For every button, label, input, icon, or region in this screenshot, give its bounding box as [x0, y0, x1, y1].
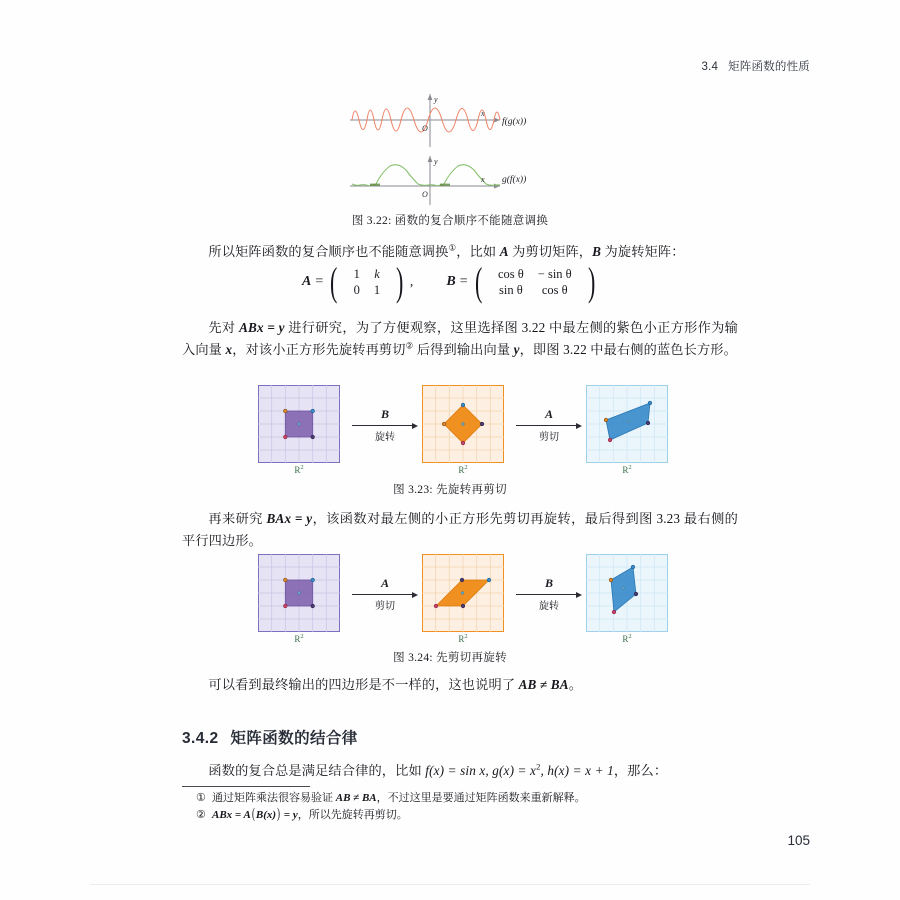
p3-math-bax: BAx = y [266, 511, 313, 526]
arrow-shear-a-label: A [544, 407, 553, 421]
arrow-rotate-b-line [352, 422, 418, 430]
matrix-a-cell-22: 1 [373, 283, 381, 298]
panel-output-rotated-parallelogram-svg [586, 554, 668, 632]
matrix-b-cell-12: − sin θ [537, 267, 572, 282]
footnote-1 [196, 790, 736, 807]
arrow-shear-a-2-line [352, 591, 418, 599]
p4-seg-2: 。 [568, 677, 583, 692]
matrix-a-name: A [302, 274, 312, 290]
matrix-comma: , [409, 274, 414, 290]
arrow-shear-a-caption: 剪切 [539, 432, 559, 443]
space-exponent: 2 [464, 633, 468, 640]
panel-sheared-parallelogram-space [422, 633, 504, 644]
svg-text:O: O [422, 190, 428, 199]
matrix-a-cell-12: k [374, 267, 380, 282]
arrow-shear-a [510, 407, 588, 447]
p3-seg-2: ，该函数对最左侧的小正方形先剪切再旋转，最后得到图 3.23 最右侧的平行四边形。 [182, 511, 739, 548]
p5-seg-2: ，那么： [613, 763, 668, 778]
section-number: 3.4.2 [182, 730, 219, 747]
panel-output-parallelogram [586, 385, 668, 475]
paragraph-1 [182, 241, 738, 263]
p2-seg-2: 进行研究，为了方便观察，这里选择图 3.22 中最左侧的紫色小正方形作为输入向量 [182, 320, 739, 357]
p3-seg-1: 再来研究 [208, 511, 267, 526]
running-head-number: 3.4 [701, 61, 719, 73]
matrix-a-group [302, 259, 406, 304]
matrix-b-equals: = [459, 274, 468, 290]
arrow-shear-a-2-label: A [380, 576, 389, 590]
space-exponent: 2 [628, 633, 632, 640]
matrix-a-cell-21: 0 [353, 283, 360, 298]
panel-input-square-svg [258, 385, 340, 463]
footnote-2-math-b: B(x) [255, 808, 277, 821]
figure-3-22 [350, 92, 565, 207]
section-title: 矩阵函数的结合律 [230, 730, 358, 747]
space-exponent: 2 [464, 464, 468, 471]
left-paren-b: ( [474, 259, 483, 304]
arrow-rotate-b-2-label: B [544, 576, 553, 590]
space-exponent: 2 [300, 633, 304, 640]
bottom-rule [90, 884, 810, 885]
p1-text-b: ，比如 [456, 244, 500, 259]
matrix-b-cell-11: cos θ [498, 267, 524, 282]
p1-matrix-a: A [499, 244, 509, 259]
footnote-1-text-b: ，不过这里是要通过矩阵函数来重新解释。 [376, 792, 586, 804]
page-number: 105 [787, 833, 810, 848]
panel-input-square-space [258, 464, 340, 475]
p4-seg-1: 可以看到最终输出的四边形是不一样的，这也说明了 [208, 677, 519, 692]
plot-g-of-f-label: g(f(x)) [502, 175, 527, 185]
plot-f-of-g-svg [350, 92, 510, 147]
space-exponent: 2 [300, 464, 304, 471]
p4-math-ab-ne-ba: AB ≠ BA [518, 677, 569, 692]
space-symbol: R [294, 634, 301, 644]
arrow-rotate-b-label: B [380, 407, 389, 421]
figure-3-23-caption: 图 3.23: 先旋转再剪切 [393, 484, 507, 496]
footnote-2-math-a: ABx = A [212, 808, 251, 821]
space-symbol: R [458, 465, 465, 475]
panel-rotated-diamond [422, 385, 504, 475]
footnote-ref-2: ② [405, 340, 414, 351]
panel-output-parallelogram-space [586, 464, 668, 475]
paragraph-3 [182, 508, 738, 551]
p2-math-y: y [513, 341, 520, 357]
arrow-rotate-b-2-caption: 旋转 [539, 601, 559, 612]
svg-text:y: y [434, 157, 438, 166]
svg-text:x: x [481, 175, 485, 184]
svg-text:y: y [434, 95, 438, 104]
footnote-2-left-paren: ( [251, 805, 255, 822]
footnote-2-text: ，所以先旋转再剪切。 [297, 808, 408, 821]
p2-seg-1: 先对 [208, 320, 240, 335]
arrow-rotate-b [346, 407, 424, 447]
figure-3-24 [0, 554, 900, 646]
section-heading-3-4-2 [182, 726, 358, 748]
p2-math-x: x [225, 341, 233, 357]
matrix-display-equation [0, 259, 900, 304]
panel-sheared-parallelogram [422, 554, 504, 644]
svg-text:x: x [481, 109, 485, 118]
p2-seg-4: 后得到输出向量 [413, 341, 514, 357]
p5-seg-1: 函数的复合总是满足结合律的，比如 [208, 763, 426, 778]
arrow-rotate-b-2 [510, 576, 588, 616]
p1-matrix-b: B [592, 244, 602, 259]
p2-seg-5: ，即图 3.22 中最右侧的蓝色长方形。 [519, 341, 737, 357]
figure-3-23 [0, 385, 900, 477]
matrix-b-name: B [446, 274, 456, 290]
footnote-2-math-c: = y [281, 808, 298, 821]
plot-g-of-f-svg [350, 150, 510, 205]
footnote-ref-1: ① [448, 242, 457, 253]
plot-g-of-f [350, 150, 565, 205]
panel-input-square-2 [258, 554, 340, 644]
arrow-rotate-b-caption: 旋转 [375, 432, 395, 443]
arrow-rotate-b-2-line [516, 591, 582, 599]
space-symbol: R [622, 465, 629, 475]
p1-text-a: 所以矩阵函数的复合顺序也不能随意调换 [208, 244, 449, 259]
arrow-shear-a-2-caption: 剪切 [375, 601, 395, 612]
plot-f-of-g [350, 92, 565, 147]
space-symbol: R [294, 465, 301, 475]
space-exponent: 2 [628, 464, 632, 471]
footnote-separator [182, 786, 310, 787]
p1-text-c: 为剪切矩阵， [508, 244, 593, 259]
matrix-b-cell-21: sin θ [499, 283, 523, 298]
space-symbol: R [622, 634, 629, 644]
paragraph-5 [182, 760, 738, 782]
panel-input-square-2-svg [258, 554, 340, 632]
left-paren-a: ( [330, 259, 338, 304]
footnote-1-text-a: 通过矩阵乘法很容易验证 [212, 792, 336, 804]
space-symbol: R [458, 634, 465, 644]
arrow-shear-a-line [516, 422, 582, 430]
running-head-title: 矩阵函数的性质 [728, 61, 810, 73]
matrix-b-group [446, 259, 598, 304]
panel-output-parallelogram-svg [586, 385, 668, 463]
p2-math-abx: ABx = y [239, 320, 285, 335]
p1-text-d: 为旋转矩阵： [601, 244, 685, 259]
footnote-1-math: AB ≠ BA [335, 792, 377, 804]
p5-math-1-exponent: 2 [536, 761, 541, 772]
matrix-a-cells [345, 266, 390, 298]
paragraph-2 [182, 317, 738, 360]
footnote-2 [196, 807, 736, 824]
panel-input-square-2-space [258, 633, 340, 644]
matrix-b-cell-22: cos θ [541, 283, 568, 298]
panel-rotated-diamond-space [422, 464, 504, 475]
footnote-list [196, 790, 736, 823]
figure-3-24-caption: 图 3.24: 先剪切再旋转 [393, 652, 507, 664]
matrix-a-equals: = [315, 274, 324, 290]
p2-seg-3: ，对该小正方形先旋转再剪切 [232, 341, 406, 357]
footnote-2-mark: ② [196, 808, 206, 821]
footnote-2-right-paren: ) [277, 805, 281, 822]
p5-math-1: f(x) = sin x, g(x) = x [425, 763, 537, 778]
panel-input-square [258, 385, 340, 475]
panel-output-rotated-parallelogram [586, 554, 668, 644]
arrow-shear-a-2 [346, 576, 424, 616]
figure-3-22-caption: 图 3.22: 函数的复合顺序不能随意调换 [351, 215, 549, 227]
svg-text:O: O [422, 124, 428, 133]
running-head [702, 58, 811, 74]
right-paren-a: ) [396, 259, 404, 304]
paragraph-4 [182, 674, 738, 696]
right-paren-b: ) [587, 259, 595, 304]
matrix-a-cell-11: 1 [353, 267, 360, 282]
p5-math-2: , h(x) = x + 1 [540, 763, 614, 778]
matrix-b-cells [489, 266, 581, 298]
footnote-1-mark: ① [196, 792, 206, 804]
panel-rotated-diamond-svg [422, 385, 504, 463]
plot-f-of-g-label: f(g(x)) [502, 117, 527, 127]
panel-sheared-parallelogram-svg [422, 554, 504, 632]
panel-output-rotated-parallelogram-space [586, 633, 668, 644]
